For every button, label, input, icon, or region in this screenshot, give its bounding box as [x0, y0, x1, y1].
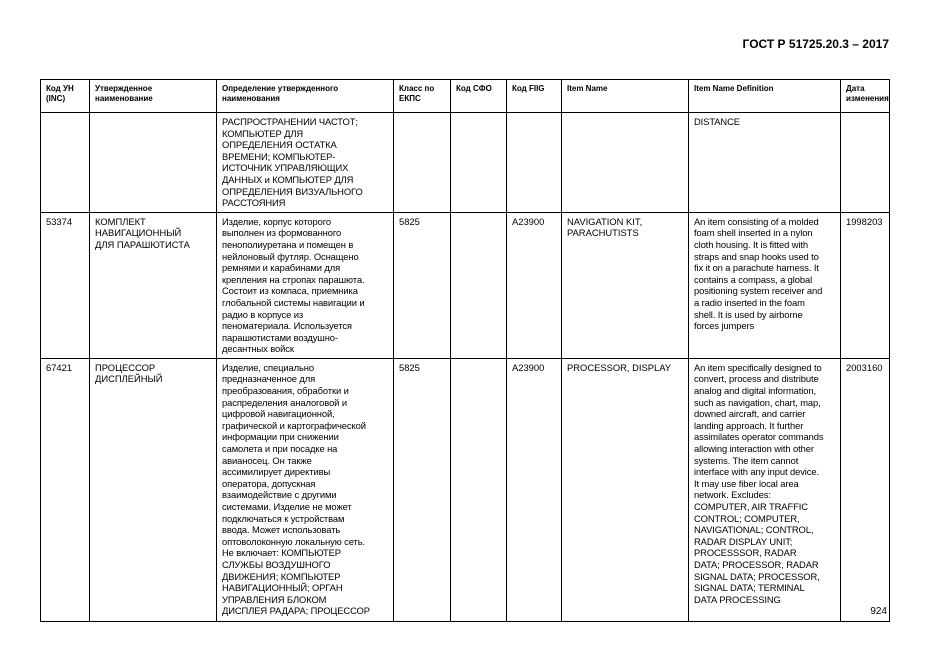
approved-name-line: ДИСПЛЕЙНЫЙ	[95, 373, 163, 385]
definition-line: ремнями и карабинами для	[222, 262, 341, 274]
cell-class: 5825	[394, 212, 451, 358]
definition-line: предназначенное для	[222, 373, 316, 385]
item-definition-line: such as navigation, chart, map,	[694, 396, 821, 408]
item-definition-line: interface with any input device.	[694, 466, 819, 478]
cell-item-name	[562, 113, 689, 213]
item-definition-line: foam shell inserted in a nylon	[694, 227, 813, 239]
header-date: Дата изменения	[841, 80, 890, 113]
page-number: 924	[870, 606, 887, 617]
definition-line: РАСПРОСТРАНЕНИИ ЧАСТОТ;	[222, 116, 358, 127]
definition-line: РАССТОЯНИЯ	[222, 197, 286, 209]
item-definition-line: SIGNAL DATA; TERMINAL	[694, 582, 805, 594]
cell-approved-name	[90, 113, 217, 213]
definition-line: НАВИГАЦИОННЫЙ; ОРГАН	[222, 582, 343, 594]
definition-line: цифровой навигационной,	[222, 408, 335, 420]
definition-line: крепления на стропах парашюта.	[222, 273, 365, 285]
item-definition-line: positioning system receiver and	[694, 285, 823, 297]
cell-date	[841, 113, 890, 213]
definition-line: ДАННЫХ и КОМПЬЮТЕР ДЛЯ	[222, 173, 354, 185]
definition-line: Изделие, корпус которого	[222, 215, 331, 227]
definition-line: авианосец. Он также	[222, 454, 312, 466]
definition-line: Изделие, специально	[222, 361, 314, 373]
cell-date: 2003160	[841, 358, 890, 621]
definition-line: парашютистами воздушно-	[222, 331, 338, 343]
cell-class: 5825	[394, 358, 451, 621]
cell-item-name-definition	[689, 212, 841, 358]
item-definition-line: downed aircraft, and carrier	[694, 408, 806, 420]
definition-line: нейлоновый футляр. Оснащено	[222, 250, 359, 262]
item-definition-line: COMPUTER, AIR TRAFFIC	[694, 501, 808, 512]
item-definition-line: shell. It is used by airborne	[694, 308, 803, 320]
cell-code-un: 53374	[41, 212, 90, 358]
item-definition-line: straps and snap hooks used to	[694, 250, 819, 262]
table-row	[41, 212, 890, 358]
definition-line: пеноматериала. Используется	[222, 320, 352, 332]
item-definition-line: fix it on a parachute harness. It	[694, 262, 819, 274]
cell-approved-name	[90, 212, 217, 358]
cell-code-sfo	[451, 358, 507, 621]
definition-line: системами. Изделие не может	[222, 501, 352, 512]
item-definition-line: DATA PROCESSING	[694, 593, 781, 605]
definition-line: информации при снижении	[222, 431, 339, 443]
header-item-name-definition: Item Name Definition	[689, 80, 841, 113]
header-approved-name: Утвержденное наименование	[90, 80, 217, 113]
cell-definition	[217, 358, 394, 621]
item-definition-line: An item consisting of a molded	[694, 215, 819, 227]
cell-item-name: PROCESSOR, DISPLAY	[562, 358, 689, 621]
table-row	[41, 113, 890, 213]
definition-line: ассимилирует директивы	[222, 466, 331, 478]
definition-line: УПРАВЛЕНИЯ БЛОКОМ	[222, 593, 327, 605]
definition-line: Не включает: КОМПЬЮТЕР	[222, 547, 341, 559]
item-definition-line: SIGNAL DATA; PROCESSOR,	[694, 570, 820, 582]
item-definition-line: assimilates operator commands	[694, 431, 824, 443]
cell-approved-name	[90, 358, 217, 621]
definition-line: десантных войск	[222, 343, 294, 355]
cell-code-un	[41, 113, 90, 213]
header-class: Класс по ЕКПС	[394, 80, 451, 113]
definition-line: преобразования, обработки и	[222, 385, 349, 397]
cell-item-name-definition	[689, 113, 841, 213]
approved-name-line: ПРОЦЕССОР	[95, 361, 156, 373]
cell-code-fiig: A23900	[507, 212, 562, 358]
cell-code-fiig	[507, 113, 562, 213]
item-definition-line: RADAR DISPLAY UNIT;	[694, 535, 793, 547]
item-definition-line: convert, process and distribute	[694, 373, 819, 385]
item-definition-line: NAVIGATIONAL; CONTROL,	[694, 524, 814, 536]
item-definition-line: PROCESSSOR, RADAR	[694, 547, 797, 559]
definition-line: КОМПЬЮТЕР ДЛЯ	[222, 127, 304, 139]
cell-code-fiig: A23900	[507, 358, 562, 621]
cell-class	[394, 113, 451, 213]
item-definition-line: a radio inserted in the foam	[694, 296, 805, 308]
item-definition-line: cloth housing. It is fitted with	[694, 238, 809, 250]
definition-line: ввода. Может использовать	[222, 524, 341, 536]
header-definition: Определение утвержденного наименования	[217, 80, 394, 113]
item-definition-line: landing approach. It further	[694, 419, 804, 431]
definition-line: графической и картографической	[222, 419, 366, 431]
header-item-name: Item Name	[562, 80, 689, 113]
cell-definition	[217, 212, 394, 358]
table-row	[41, 358, 890, 621]
header-row	[41, 80, 890, 113]
definition-line: выполнен из формованного	[222, 227, 342, 239]
document-title: ГОСТ Р 51725.20.3 – 2017	[742, 37, 889, 51]
definition-line: Состоит из компаса, приемника	[222, 285, 358, 297]
definition-line: ДВИЖЕНИЯ; КОМПЬЮТЕР	[222, 570, 341, 582]
item-definition-line: DISTANCE	[694, 116, 740, 127]
definition-line: ИСТОЧНИК УПРАВЛЯЮЩИХ	[222, 162, 349, 174]
cell-definition	[217, 113, 394, 213]
definition-line: ВРЕМЕНИ; КОМПЬЮТЕР-	[222, 150, 336, 162]
definition-line: ОПРЕДЕЛЕНИЯ ОСТАТКА	[222, 139, 337, 151]
cell-code-sfo	[451, 113, 507, 213]
definition-line: оптоволоконную локальную сеть.	[222, 535, 366, 547]
item-definition-line: network. Excludes:	[694, 489, 771, 501]
definition-line: пенополиуретана и помещен в	[222, 238, 354, 250]
cell-item-name-definition	[689, 358, 841, 621]
definition-line: распределения аналоговой и	[222, 396, 347, 408]
header-code-sfo: Код СФО	[451, 80, 507, 113]
cell-code-sfo	[451, 212, 507, 358]
approved-name-line: НАВИГАЦИОННЫЙ	[95, 227, 182, 239]
definition-line: глобальной системы навигации и	[222, 296, 365, 308]
table-body	[41, 113, 890, 622]
header-code-un: Код УН (INC)	[41, 80, 90, 113]
classification-table	[40, 79, 890, 622]
definition-line: радио в корпусе из	[222, 308, 304, 320]
item-definition-line: CONTROL; COMPUTER,	[694, 512, 800, 524]
item-definition-line: allowing interaction with other	[694, 443, 814, 455]
definition-line: ДИСПЛЕЯ РАДАРА; ПРОЦЕССОР	[222, 605, 370, 617]
cell-date: 1998203	[841, 212, 890, 358]
approved-name-line: КОМПЛЕКТ	[95, 215, 146, 227]
item-definition-line: It may use fiber local area	[694, 477, 799, 489]
item-definition-line: An item specifically designed to	[694, 361, 822, 373]
item-definition-line: systems. The item cannot	[694, 454, 799, 466]
item-definition-line: contains a compass, a global	[694, 273, 813, 285]
item-definition-line: analog and digital information,	[694, 385, 816, 397]
definition-line: оператора, допускная	[222, 477, 316, 489]
item-definition-line: forces jumpers	[694, 320, 755, 332]
item-definition-line: DATA; PROCESSOR, RADAR	[694, 558, 819, 570]
cell-item-name: NAVIGATION KIT, PARACHUTISTS	[562, 212, 689, 358]
definition-line: СЛУЖБЫ ВОЗДУШНОГО	[222, 558, 331, 570]
cell-code-un: 67421	[41, 358, 90, 621]
header-code-fiig: Код FIIG	[507, 80, 562, 113]
definition-line: взаимодействие с другими	[222, 489, 337, 501]
approved-name-line: ДЛЯ ПАРАШЮТИСТА	[95, 238, 190, 250]
definition-line: ОПРЕДЕЛЕНИЯ ВИЗУАЛЬНОГО	[222, 185, 363, 197]
definition-line: подключаться к устройствам	[222, 512, 345, 524]
definition-line: самолета и при посадке на	[222, 443, 338, 455]
